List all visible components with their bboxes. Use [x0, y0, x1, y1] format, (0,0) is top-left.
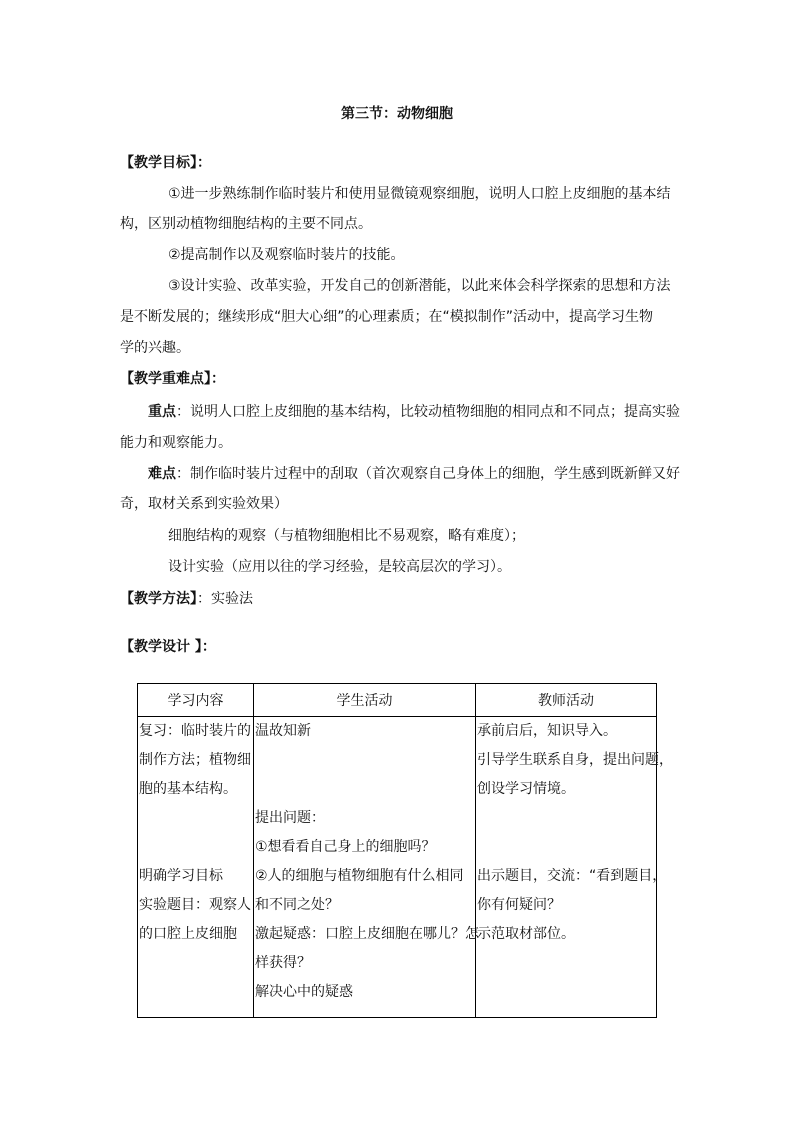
- key-point-line-2: 能力和观察能力。: [120, 435, 232, 451]
- cell-text: 你有何疑问？: [477, 897, 561, 913]
- difficult-point-line-1: [148, 464, 680, 484]
- design-heading: 【教学设计 】：: [120, 639, 216, 655]
- cell-text: 的口腔上皮细胞: [139, 926, 237, 942]
- cell-text: 激起疑惑：口腔上皮细胞在哪儿？怎: [255, 926, 479, 942]
- table-header-row: [138, 684, 657, 717]
- table-row: [138, 717, 657, 1018]
- cell-text: 提出问题：: [255, 810, 325, 826]
- cell-text: 样获得？: [255, 955, 311, 971]
- header-content: 学习内容: [138, 684, 254, 717]
- method-value: ：实验法: [197, 591, 253, 607]
- cell-text: ①想看看自己身上的细胞吗？: [255, 839, 436, 855]
- goal-3-line-1: ③设计实验、改革实验，开发自己的创新潜能，以此来体会科学探索的思想和方法: [168, 278, 671, 294]
- difficult-point-label: 难点: [148, 466, 176, 482]
- cell-text: 明确学习目标: [139, 868, 223, 884]
- difficult-point-text: ：制作临时装片过程中的刮取（首次观察自己身体上的细胞，学生感到既新鲜又好: [176, 466, 680, 482]
- goal-1-line-1: ①进一步熟练制作临时装片和使用显微镜观察细胞，说明人口腔上皮细胞的基本结: [168, 186, 671, 202]
- difficult-point-line-3: 细胞结构的观察（与植物细胞相比不易观察，略有难度）；: [168, 528, 525, 544]
- cell-text: 制作方法；植物细: [139, 752, 251, 768]
- goal-1-line-2: 构，区别动植物细胞结构的主要不同点。: [120, 216, 372, 232]
- cell-text: 出示题目，交流：“看到题目，: [477, 868, 667, 884]
- difficult-point-line-4: 设计实验（应用以往的学习经验，是较高层次的学习）。: [168, 559, 511, 575]
- method-line: [120, 589, 253, 609]
- goal-2: ②提高制作以及观察临时装片的技能。: [168, 247, 405, 263]
- goal-3-line-3: 学的兴趣。: [120, 340, 190, 356]
- cell-text: 胞的基本结构。: [139, 781, 237, 797]
- teaching-design-table: [137, 683, 673, 1018]
- header-student-activity: 学生活动: [254, 684, 476, 717]
- difficult-point-line-2: 奇，取材关系到实验效果）: [120, 496, 288, 512]
- cell-text: 承前启后，知识导入。: [477, 723, 617, 739]
- goals-heading: 【教学目标】：: [120, 155, 211, 171]
- cell-student-activity: [254, 717, 479, 1018]
- key-point-label: 重点: [148, 404, 176, 420]
- cell-text: ②人的细胞与植物细胞有什么相同: [255, 868, 464, 884]
- cell-content: [138, 717, 254, 1018]
- key-points-heading: 【教学重难点】：: [120, 371, 225, 387]
- key-point-line-1: [148, 402, 680, 422]
- cell-text: 引导学生联系自身，提出问题，: [477, 752, 673, 768]
- cell-text: 示范取材部位。: [477, 926, 575, 942]
- cell-text: 实验题目：观察人: [139, 897, 251, 913]
- cell-teacher-activity: [476, 717, 673, 1018]
- cell-text: 复习：临时装片的: [139, 723, 251, 739]
- page-title: 第三节：动物细胞: [341, 106, 453, 122]
- cell-text: 和不同之处？: [255, 897, 339, 913]
- cell-text: 温故知新: [255, 723, 311, 739]
- cell-text: 创设学习情境。: [477, 781, 575, 797]
- method-heading: 【教学方法】: [120, 591, 197, 607]
- header-teacher-activity: 教师活动: [476, 684, 657, 717]
- goal-3-line-2: 是不断发展的；继续形成“胆大心细”的心理素质；在“模拟制作”活动中，提高学习生物: [120, 309, 654, 325]
- key-point-text: ：说明人口腔上皮细胞的基本结构，比较动植物细胞的相同点和不同点；提高实验: [176, 404, 680, 420]
- cell-text: 解决心中的疑惑: [255, 984, 353, 1000]
